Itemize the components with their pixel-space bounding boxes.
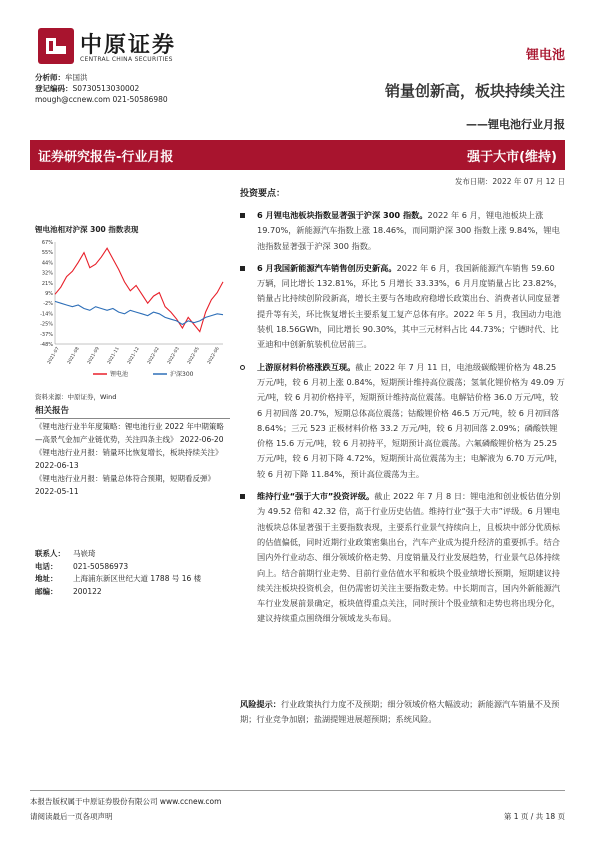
report-subtitle: ——锂电池行业月报 (466, 118, 565, 131)
y-tick-label: 55% (41, 250, 53, 257)
x-tick-label: 2021-12 (126, 346, 141, 366)
point-text: 2022 年 6 月，锂电池板块上涨 19.70%，新能源汽车指数上涨 18.46%，而同期沪深 300 指数上涨 9.84%，锂电池指数显著强于沪深 300 指数。 (257, 210, 560, 251)
investment-point (240, 208, 565, 254)
contact-label: 地址： (35, 574, 58, 583)
report-type: 证券研究报告-行业月报 (38, 150, 174, 165)
point-heading: 上游原材料价格涨跌互现。 (257, 361, 356, 372)
bullet-circle-icon (240, 365, 245, 370)
y-tick-label: 21% (41, 280, 53, 287)
x-tick-label: 2021-11 (106, 346, 121, 366)
y-tick-label: 9% (45, 291, 53, 297)
point-heading: 维持行业“强于大市”投资评级。 (257, 491, 375, 502)
risk-text: 行业政策执行力度不及预期；细分领域价格大幅波动；新能源汽车销量不及预期；行业竞争加剧；盐湖提锂进展超预期；系统风险。 (240, 699, 560, 725)
related-reports-title: 相关报告 (35, 404, 230, 419)
legend-label: 沪深300 (170, 371, 194, 378)
footer-disclaimer: 请阅读最后一页各项声明 (30, 812, 113, 821)
analyst-reg-row (35, 83, 168, 94)
y-tick-label: 44% (41, 260, 53, 267)
analyst-reg: S0730513030002 (72, 84, 140, 93)
publish-date: 发布日期：2022 年 07 月 12 日 (454, 177, 565, 186)
footer-copyright: 本报告版权属于中原证券股份有限公司 www.ccnew.com (30, 797, 222, 806)
contact-row (35, 573, 235, 586)
bullet-square-icon (240, 494, 245, 499)
x-tick-label: 2022-02 (146, 346, 161, 366)
contact-label: 联系人： (35, 549, 65, 558)
chart-source: 资料来源：中原证券，Wind (35, 393, 117, 401)
report-title: 销量创新高，板块持续关注 (384, 82, 565, 100)
footer-divider (30, 790, 565, 791)
contact-label: 邮编： (35, 586, 58, 596)
point-text: 截止 2022 年 7 月 11 日，电池级碳酸锂价格为 48.25 万元/吨，较 6 月初上涨 0.84%，短期预计维持高位震荡；氢氧化锂价格为 49.09 万元/吨，较 6 月初价格持平，短期预计维持高位震荡。电解钴价格 36.0 万元/吨，较 6 月初回落 20.7%，短期总体高位震荡；钴酸锂价格 46.5 万元/吨，较 6 月初回落 8.64%；三元 523 正极材料价格 33.2 万元/吨，较 6 月初回落 2.09%；磷酸铁锂价格 15.6 万元/吨，较 6 月初持平，短期预计高位震荡。六氟磷酸锂价格为 25.25 万元/吨，较 6 月初下降 4.72%，短期预计高位震荡为主；电解液为 6.70 万元/吨，较 6 月初下降 11.84%，预计高位震荡为主。 (257, 361, 565, 479)
related-report-item[interactable]: 《锂电池行业月报：销量环比恢复增长，板块持续关注》 2022-06-13 (35, 448, 223, 470)
series-line-0 (55, 248, 223, 331)
page-number: 第 1 页 / 共 18 页 (503, 812, 565, 821)
x-tick-label: 2022-05 (186, 346, 201, 366)
sector-label: 锂电池 (525, 48, 565, 63)
analyst-info (35, 72, 168, 105)
related-report-item[interactable]: 《锂电池行业半年度策略：锂电池行业 2022 年中期策略—高景气金加产业链优势，关注四条主线》 2022-06-20 (35, 422, 224, 444)
investment-point (240, 489, 565, 627)
y-tick-label: -48% (40, 342, 53, 348)
related-report-item[interactable]: 《锂电池行业月报：销量总体符合预期，短期看反弹》 2022-05-11 (35, 474, 215, 496)
legend-label: 锂电池 (110, 371, 129, 378)
contact-row (35, 548, 235, 561)
contact-value: 上海浦东新区世纪大道 1788 号 16 楼 (73, 574, 202, 583)
x-tick-label: 2022-06 (206, 346, 221, 366)
contact-block (35, 548, 235, 598)
x-tick-label: 2022-03 (166, 346, 181, 366)
risk-warning (240, 697, 565, 728)
x-tick-label: 2021-07 (46, 346, 61, 366)
investment-points (240, 208, 565, 634)
investment-points-title: 投资要点： (240, 189, 286, 199)
analyst-contact: mough@ccnew.com 021-50586980 (35, 95, 168, 104)
investment-point (240, 261, 565, 353)
analyst-reg-label: 登记编码： (35, 84, 73, 93)
contact-value: 021-50586973 (73, 561, 129, 571)
analyst-name: 牟国洪 (65, 73, 88, 82)
point-text: 2022 年 6 月，我国新能源汽车销售 59.60 万辆，同比增长 132.81%，环比 5 月增长 33.33%，6 月月度销量占比 23.82%，销量占比持续创阶段新高，增长主要与各地政府稳增长政策出台、消费者认同度显著提升等有关，环比恢复增长主要系复工复产总体有序。2022 年 5 月，我国动力电池装机 18.56GWh，同比增长 90.30%，其中三元材料占比 44.73%；宁德时代、比亚迪和中创新航装机位居前三。 (257, 262, 563, 350)
y-tick-label: 32% (41, 270, 53, 277)
contact-row (35, 561, 235, 574)
risk-label: 风险提示： (240, 699, 281, 709)
logo-mark-icon (38, 28, 74, 64)
contact-value: 马嵚琦 (73, 549, 96, 558)
report-banner (30, 140, 565, 170)
contact-value: 200122 (73, 586, 102, 596)
company-logo (38, 28, 188, 66)
y-tick-label: -25% (40, 321, 53, 328)
contact-row (35, 586, 235, 599)
bullet-square-icon (240, 266, 245, 271)
contact-label: 电话： (35, 561, 58, 571)
investment-point (240, 360, 565, 482)
logo-text-cn: 中原证券 (80, 32, 177, 58)
logo-text-en: CENTRAL CHINA SECURITIES (80, 56, 173, 63)
analyst-name-label: 分析师： (35, 73, 65, 82)
y-tick-label: -37% (40, 331, 53, 338)
y-tick-label: 67% (41, 240, 53, 246)
x-tick-label: 2021-09 (86, 346, 101, 366)
point-text: 截止 2022 年 7 月 8 日：锂电池和创业板估值分别为 49.52 倍和 42.32 倍，高于行业历史估值。维持行业“强于大市”评级。6 月锂电池板块总体显著强于主要指数表现，主要系行业景气持续向上，且板块中部分优质标的估值偏低，同时近期行业政策密集出台，汽车产业成为提升经济的重要抓手。结合国内外行业动态、细分领域价格走势、月度销量及行业发展趋势，行业景气总体持续向上。结合前期行业走势、目前行业估值水平和板块个股业绩增长预期，短期建议持续关注板块投资机会，但仍需密切关注主要指数走势。中长期而言，国内外新能源汽车行业发展前景确定，板块值得重点关注，同时预计个股业绩和走势也将出现分化，建议持续重点围绕细分领域龙头布局。 (257, 491, 561, 624)
rating: 强于大市(维持) (467, 150, 557, 165)
relative-performance-chart (33, 236, 228, 386)
point-heading: 6 月锂电池板块指数显著强于沪深 300 指数。 (257, 210, 428, 220)
chart-title: 锂电池相对沪深 300 指数表现 (35, 225, 139, 234)
related-reports-list (35, 420, 230, 498)
bullet-square-icon (240, 213, 245, 218)
analyst-name-row (35, 72, 168, 83)
point-heading: 6 月我国新能源汽车销售创历史新高。 (257, 262, 397, 273)
x-tick-label: 2021-08 (66, 346, 81, 366)
y-tick-label: -2% (43, 301, 53, 308)
y-tick-label: -14% (40, 311, 53, 318)
series-line-1 (55, 301, 223, 324)
